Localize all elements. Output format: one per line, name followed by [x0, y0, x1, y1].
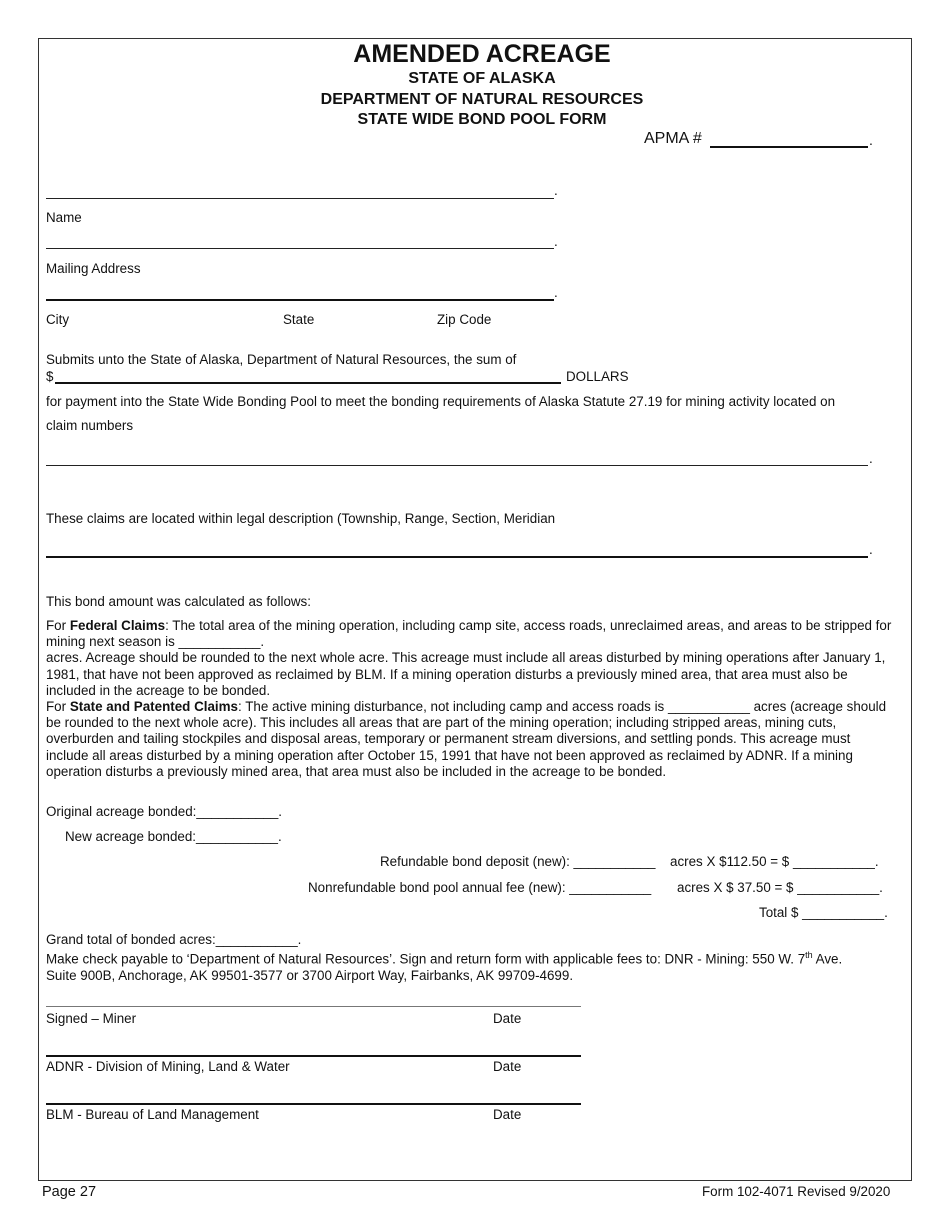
- miner-date-label: Date: [493, 1011, 522, 1026]
- header-department: DEPARTMENT OF NATURAL RESOURCES: [320, 91, 644, 108]
- refundable-deposit-field[interactable]: Refundable bond deposit (new): ___________: [380, 854, 656, 869]
- adnr-signature-line[interactable]: [46, 1055, 581, 1057]
- legal-description-label: These claims are located within legal description (Township, Range, Section, Meridian: [46, 511, 556, 526]
- dollar-sign: $: [46, 369, 54, 384]
- mailing-address-label: Mailing Address: [46, 261, 141, 276]
- zip-code-label: Zip Code: [437, 312, 492, 327]
- form-title: AMENDED ACREAGE: [353, 40, 611, 68]
- payment-instructions: Make check payable to ‘Department of Natural Resources’. Sign and return form with applicable fees to: DNR - Mining: 550 W. 7th Ave. Suite 900B, Anchorage, AK 99501-3577 or 3700 Airport Way, Fairbanks, AK 99709-4699.: [46, 950, 843, 983]
- payment-text-line1: for payment into the State Wide Bonding Pool to meet the bonding requirements of Alaska Statute 27.19 for mining activity located on: [46, 394, 836, 409]
- legal-description-input-line[interactable]: [46, 556, 868, 558]
- state-label: State: [283, 312, 315, 327]
- state-claims-heading: State and Patented Claims: [69, 699, 238, 715]
- blm-date-label: Date: [493, 1107, 522, 1122]
- nonrefundable-fee-field[interactable]: Nonrefundable bond pool annual fee (new): ___________: [308, 880, 652, 895]
- new-acreage-field[interactable]: New acreage bonded:___________.: [65, 829, 282, 844]
- adnr-signature-label: ADNR - Division of Mining, Land & Water: [46, 1059, 290, 1074]
- name-label: Name: [46, 210, 82, 225]
- dollar-amount-input-line[interactable]: [55, 382, 561, 384]
- blm-signature-label: BLM - Bureau of Land Management: [46, 1107, 259, 1122]
- claim-numbers-input-line[interactable]: [46, 465, 868, 466]
- miner-signature-line[interactable]: [46, 1006, 581, 1007]
- dollars-label: DOLLARS: [566, 369, 629, 384]
- adnr-date-label: Date: [493, 1059, 522, 1074]
- grand-total-field[interactable]: Grand total of bonded acres:___________.: [46, 932, 302, 947]
- form-border: [38, 38, 912, 1181]
- payment-text-line2: claim numbers: [46, 418, 134, 433]
- city-state-zip-input-line[interactable]: [46, 299, 554, 301]
- blm-signature-line[interactable]: [46, 1103, 581, 1105]
- total-field[interactable]: Total $ ___________.: [759, 905, 888, 920]
- apma-input-line[interactable]: [710, 146, 868, 148]
- nonrefundable-rate-field[interactable]: acres X $ 37.50 = $ ___________.: [677, 880, 883, 895]
- form-number: Form 102-4071 Revised 9/2020: [702, 1184, 891, 1199]
- federal-claims-heading: Federal Claims: [69, 618, 166, 633]
- calculation-intro: This bond amount was calculated as follows:: [46, 594, 311, 609]
- name-input-line[interactable]: [46, 198, 554, 199]
- refundable-rate-field[interactable]: acres X $112.50 = $ ___________.: [670, 854, 879, 869]
- header-state: STATE OF ALASKA: [408, 70, 556, 87]
- federal-claims-paragraph: For Federal Claims: The total area of the mining operation, including camp site, access roads, unreclaimed areas, and areas to be stripped for mining next season is ___________. acres. Acreage should be rounded to the next whole acre. This acreage must include all areas disturbed by mining operations after January 1, 1981, that have not been approved as reclaimed by BLM. If a mining operation disturbs a previously mined area, that area must also be included in the acreage to be bonded. For State and Patented Claims: The active mining disturbance, not including camp and access roads is ___________ acres (acreage should be rounded to the next whole acre). This includes all areas that are part of the mining operation; including stripped areas, mining cuts, overburden and tailing stockpiles and disposal areas, temporary or permanent stream diversions, and settling ponds. This acreage must include all areas disturbed by a mining operation after October 15, 1991 that have not been approved as reclaimed by ADNR. If a mining operation disturbs a previously mined area, that area must also be included in the acreage to be bonded.: [46, 618, 892, 779]
- original-acreage-field[interactable]: Original acreage bonded:___________.: [46, 804, 283, 819]
- submits-text: Submits unto the State of Alaska, Department of Natural Resources, the sum of: [46, 352, 517, 367]
- page-number: Page 27: [42, 1184, 97, 1200]
- miner-signature-label: Signed – Miner: [46, 1011, 137, 1026]
- header-form-name: STATE WIDE BOND POOL FORM: [357, 111, 607, 128]
- city-label: City: [46, 312, 70, 327]
- apma-label: APMA #: [644, 130, 702, 147]
- mailing-address-input-line[interactable]: [46, 248, 554, 249]
